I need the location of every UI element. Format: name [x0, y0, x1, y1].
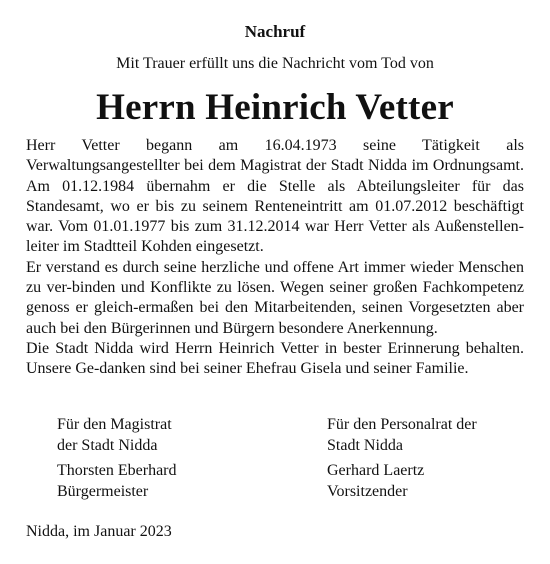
signature-block-personalrat	[327, 414, 527, 502]
signature-left-line1: Für den Magistrat	[57, 416, 172, 433]
paragraph-character: Er verstand es durch seine herzliche und offene Art immer wieder Menschen zu ver-binden und Konflikte zu lösen. Wegen seiner großen Fachkompetenz genoss er gleich-ermaßen bei den Mitarbeitenden, seinen Vorgesetzten aber auch bei den Bürgerinnen und Bürgern besondere Anerkennung.	[26, 258, 524, 337]
signature-right-person: Gerhard Laertz	[327, 462, 425, 479]
signature-right-role: Vorsitzender	[327, 483, 408, 500]
paragraph-career: Herr Vetter begann am 16.04.1973 seine Tätigkeit als Verwaltungsangestellter bei dem Magistrat der Stadt Nidda im Ordnungsamt. Am 01.12.1984 übernahm er die Stelle als Abteilungsleiter für das Standesamt, wo er bis zu seinem Renteneintritt am 01.07.2012 beschäftigt war. Vom 01.01.1977 bis zum 31.12.2014 war Herr Vetter als Außenstellen-leiter im Stadtteil Kohden eingesetzt.	[26, 137, 524, 256]
notice-intro: Mit Trauer erfüllt uns die Nachricht vom Tod von	[116, 55, 434, 72]
signature-left-person: Thorsten Eberhard	[57, 462, 177, 479]
signature-right-line2: Stadt Nidda	[327, 437, 403, 454]
deceased-name: Herrn Heinrich Vetter	[96, 87, 454, 128]
notice-body	[26, 136, 524, 380]
signature-block-magistrat	[57, 414, 287, 502]
signature-right-line1: Für den Personalrat der	[327, 416, 477, 433]
obituary-notice	[26, 0, 524, 564]
signature-left-line2: der Stadt Nidda	[57, 437, 158, 454]
notice-heading: Nachruf	[244, 22, 306, 41]
signature-left-role: Bürgermeister	[57, 483, 149, 500]
paragraph-remembrance: Die Stadt Nidda wird Herrn Heinrich Vetter in bester Erinnerung behalten. Unsere Ge-danken sind bei seiner Ehefrau Gisela und seiner Familie.	[26, 339, 524, 378]
place-date-line: Nidda, im Januar 2023	[26, 523, 172, 540]
